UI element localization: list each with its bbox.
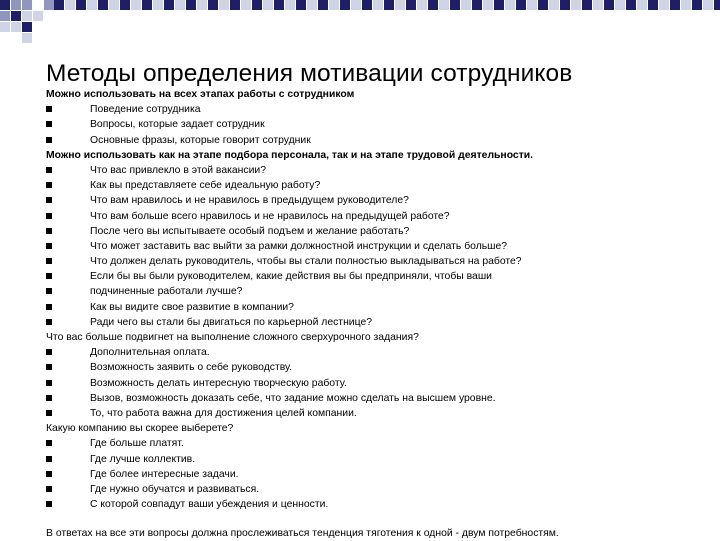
bullet-square-icon bbox=[46, 364, 52, 370]
bullet-square-icon bbox=[46, 410, 52, 416]
bullet-item bbox=[46, 284, 706, 299]
deco-square bbox=[428, 0, 438, 10]
deco-square bbox=[362, 0, 372, 10]
deco-square bbox=[483, 0, 493, 10]
bullet-square-icon bbox=[46, 167, 52, 173]
bullet-square-icon bbox=[46, 182, 52, 188]
deco-square bbox=[505, 0, 515, 10]
bullet-item bbox=[46, 345, 706, 360]
deco-square bbox=[186, 0, 196, 10]
deco-square bbox=[230, 0, 240, 10]
deco-square bbox=[0, 0, 10, 10]
deco-square bbox=[22, 11, 32, 21]
bullet-item bbox=[46, 482, 706, 497]
section-heading: Можно использовать на всех этапах работы с сотрудником bbox=[46, 89, 355, 100]
section-heading: В ответах на все эти вопросы должна прослеживаться тенденция тяготения к одной - двум потребностям. bbox=[46, 528, 559, 540]
deco-square bbox=[351, 0, 361, 10]
deco-square bbox=[560, 0, 570, 10]
deco-square bbox=[153, 0, 163, 10]
bullet-item bbox=[46, 239, 706, 254]
deco-square bbox=[98, 0, 108, 10]
bullet-text: Что может заставить вас выйти за рамки должностной инструкции и сделать больше? bbox=[90, 240, 508, 252]
bullet-text: Возможность заявить о себе руководству. bbox=[90, 362, 293, 374]
bullet-text: Если бы вы были руководителем, какие действия вы бы предприняли, чтобы ваши bbox=[90, 271, 492, 283]
top-squares-row bbox=[54, 0, 720, 10]
bullet-square-icon bbox=[46, 121, 52, 127]
deco-square bbox=[142, 0, 152, 10]
bullet-item bbox=[46, 360, 706, 375]
bullet-text: Возможность делать интересную творческую работу. bbox=[90, 377, 347, 389]
header-decoration bbox=[0, 0, 720, 48]
bullet-text: Поведение сотрудника bbox=[90, 104, 201, 116]
bullet-text: Как вы видите свое развитие в компании? bbox=[90, 301, 294, 313]
deco-square bbox=[175, 0, 185, 10]
deco-square bbox=[285, 0, 295, 10]
deco-square bbox=[604, 0, 614, 10]
bullet-square-icon bbox=[46, 471, 52, 477]
deco-square bbox=[637, 0, 647, 10]
deco-square bbox=[670, 0, 680, 10]
deco-square bbox=[54, 0, 64, 10]
deco-square bbox=[241, 0, 251, 10]
deco-square bbox=[450, 0, 460, 10]
deco-square bbox=[549, 0, 559, 10]
deco-square bbox=[263, 0, 273, 10]
bullet-item bbox=[46, 376, 706, 391]
deco-square bbox=[681, 0, 691, 10]
deco-square bbox=[417, 0, 427, 10]
deco-square bbox=[648, 0, 658, 10]
bullet-item bbox=[46, 452, 706, 467]
bullet-square-icon bbox=[46, 273, 52, 279]
bullet-item bbox=[46, 467, 706, 482]
deco-square bbox=[538, 0, 548, 10]
deco-square bbox=[76, 0, 86, 10]
bullet-square-icon bbox=[46, 319, 52, 325]
bullet-item bbox=[46, 178, 706, 193]
section-heading: Можно использовать как на этапе подбора персонала, так и на этапе трудовой деятельности. bbox=[46, 149, 534, 161]
deco-square bbox=[197, 0, 207, 10]
spacer bbox=[46, 512, 706, 526]
deco-square bbox=[87, 0, 97, 10]
deco-square bbox=[527, 0, 537, 10]
deco-square bbox=[406, 0, 416, 10]
bullet-square-icon bbox=[46, 349, 52, 355]
deco-square bbox=[22, 22, 32, 32]
deco-square bbox=[44, 0, 54, 10]
deco-square bbox=[340, 0, 350, 10]
bullet-item bbox=[46, 102, 706, 117]
bullet-item bbox=[46, 224, 706, 239]
deco-square bbox=[252, 0, 262, 10]
deco-square bbox=[439, 0, 449, 10]
deco-square bbox=[0, 22, 10, 32]
bullet-square-icon bbox=[46, 395, 52, 401]
slide-title: Методы определения мотивации сотрудников bbox=[46, 60, 573, 87]
bullet-item bbox=[46, 497, 706, 512]
deco-square bbox=[11, 11, 21, 21]
section-heading: Что вас больше подвигнет на выполнение сложного сверхурочного задания? bbox=[46, 332, 419, 343]
deco-square bbox=[219, 0, 229, 10]
deco-square bbox=[582, 0, 592, 10]
deco-square bbox=[296, 0, 306, 10]
deco-square bbox=[461, 0, 471, 10]
bullet-item bbox=[46, 436, 706, 451]
deco-square bbox=[384, 0, 394, 10]
deco-square bbox=[373, 0, 383, 10]
section-heading: Какую компанию вы скорее выберете? bbox=[46, 423, 234, 435]
bullet-square-icon bbox=[46, 197, 52, 203]
deco-square bbox=[516, 0, 526, 10]
bullet-text: Где больше платят. bbox=[90, 438, 184, 450]
deco-square bbox=[494, 0, 504, 10]
bullet-text: Где лучше коллектив. bbox=[90, 453, 196, 465]
bullet-text: Как вы представляете себе идеальную работу? bbox=[90, 180, 321, 192]
bullet-text: Что вас привлекло в этой вакансии? bbox=[90, 164, 266, 176]
deco-square bbox=[395, 0, 405, 10]
bullet-square-icon bbox=[46, 304, 52, 310]
deco-square bbox=[208, 0, 218, 10]
bullet-text: Дополнительная оплата. bbox=[90, 347, 210, 359]
bullet-square-icon bbox=[46, 228, 52, 234]
bullet-text: Основные фразы, которые говорит сотрудник bbox=[90, 134, 311, 146]
deco-square bbox=[307, 0, 317, 10]
deco-square bbox=[692, 0, 702, 10]
deco-square bbox=[22, 0, 32, 10]
bullet-text: Что вам нравилось и не нравилось в предыдущем руководителе? bbox=[90, 195, 409, 207]
bullet-item bbox=[46, 315, 706, 330]
bullet-square-icon bbox=[46, 106, 52, 112]
deco-square bbox=[703, 0, 713, 10]
slide-body bbox=[46, 87, 706, 541]
bullet-item bbox=[46, 300, 706, 315]
deco-square bbox=[0, 11, 10, 21]
bullet-square-icon bbox=[46, 486, 52, 492]
bullet-item bbox=[46, 391, 706, 406]
deco-square bbox=[33, 11, 43, 21]
bullet-text: Что вам больше всего нравилось и не нравилось на предыдущей работе? bbox=[90, 210, 450, 222]
bullet-text: Вызов, возможность доказать себе, что задание можно сделать на высшем уровне. bbox=[90, 392, 496, 404]
deco-square bbox=[615, 0, 625, 10]
bullet-text: После чего вы испытываете особый подъем и желание работать? bbox=[90, 225, 410, 237]
deco-square bbox=[659, 0, 669, 10]
deco-square bbox=[318, 0, 328, 10]
bullet-item bbox=[46, 133, 706, 148]
bullet-square-icon bbox=[46, 501, 52, 507]
deco-square bbox=[65, 0, 75, 10]
bullet-square-icon bbox=[46, 213, 52, 219]
bullet-item bbox=[46, 117, 706, 132]
deco-square bbox=[472, 0, 482, 10]
deco-square bbox=[11, 22, 21, 32]
bullet-item bbox=[46, 406, 706, 421]
bullet-square-icon bbox=[46, 258, 52, 264]
bullet-square-icon bbox=[46, 456, 52, 462]
deco-square bbox=[120, 0, 130, 10]
deco-square bbox=[22, 33, 32, 43]
bullet-text: То, что работа важна для достижения целей компании. bbox=[90, 407, 357, 419]
deco-square bbox=[274, 0, 284, 10]
bullet-item bbox=[46, 209, 706, 224]
deco-square bbox=[109, 0, 119, 10]
bullet-square-icon bbox=[46, 243, 52, 249]
bullet-text: Ради чего вы стали бы двигаться по карьерной лестнице? bbox=[90, 316, 373, 328]
bullet-text: подчиненные работали лучше? bbox=[90, 286, 243, 298]
deco-square bbox=[131, 0, 141, 10]
bullet-item bbox=[46, 254, 706, 269]
bullet-text: Где нужно обучатся и развиваться. bbox=[90, 483, 260, 495]
deco-square bbox=[329, 0, 339, 10]
bullet-square-icon bbox=[46, 380, 52, 386]
bullet-item bbox=[46, 163, 706, 178]
bullet-square-icon bbox=[46, 137, 52, 143]
bullet-square-icon bbox=[46, 440, 52, 446]
deco-square bbox=[571, 0, 581, 10]
bullet-text: Вопросы, которые задает сотрудник bbox=[90, 119, 265, 131]
bullet-text: Что должен делать руководитель, чтобы вы стали полностью выкладываться на работе? bbox=[90, 256, 522, 268]
bullet-item bbox=[46, 193, 706, 208]
bullet-square-icon bbox=[46, 288, 52, 294]
bullet-text: Где более интересные задачи. bbox=[90, 468, 239, 480]
deco-square bbox=[593, 0, 603, 10]
deco-square bbox=[11, 0, 21, 10]
bullet-text: С которой совпадут ваши убеждения и ценности. bbox=[90, 499, 329, 511]
deco-square bbox=[626, 0, 636, 10]
bullet-item bbox=[46, 269, 706, 284]
deco-square bbox=[164, 0, 174, 10]
deco-square bbox=[714, 0, 720, 10]
